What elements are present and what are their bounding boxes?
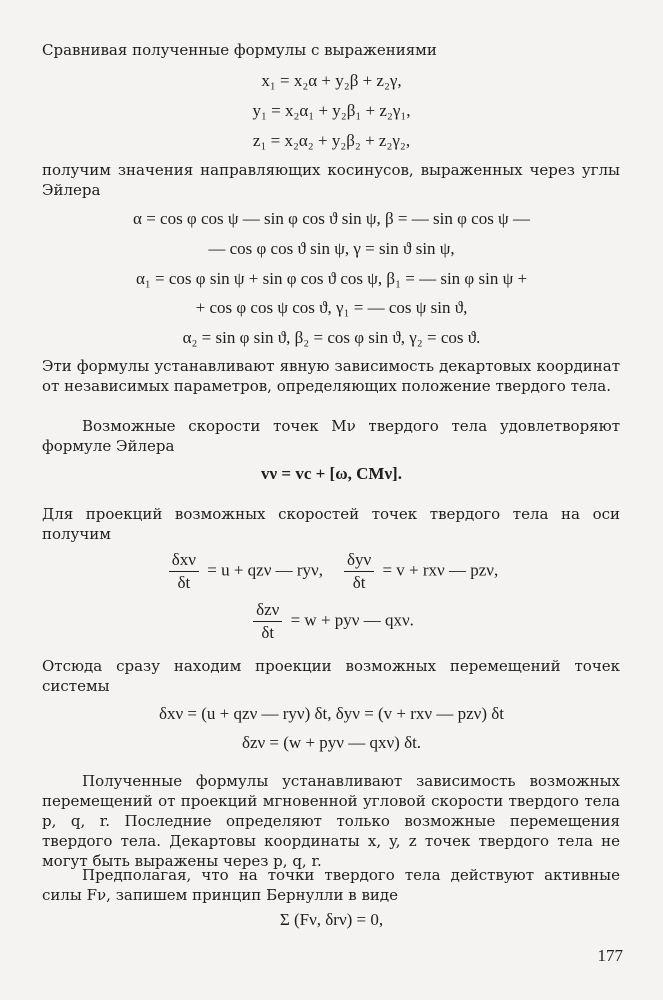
equation-alpha1-beta1: α₁ = cos φ sin ψ + sin φ cos ϑ cos ψ, β₁ = — sin φ sin ψ + — [135, 269, 528, 288]
equation-gamma: — cos φ cos ϑ sin ψ, γ = sin ϑ sin ψ, — [208, 239, 455, 258]
fraction-numerator: δyν — [344, 550, 374, 572]
equation-rhs: = w + pyν — qxν. — [290, 610, 414, 630]
equation-velocity-projections-xy — [0, 550, 663, 593]
paragraph-dependence: Эти формулы устанавливают явную зависимость декартовых координат от независимых параметров, определяющих положение твердого тела. — [42, 357, 620, 395]
fraction-dy-dt — [344, 550, 374, 593]
equation-rhs: = u + qzν — ryν, — [207, 560, 323, 580]
equation-bernoulli-principle: Σ (Fν, δrν) = 0, — [279, 910, 384, 929]
fraction-numerator: δxν — [169, 550, 199, 572]
fraction-numerator: δzν — [253, 600, 282, 622]
paragraph-intro: Сравнивая полученные формулы с выражениями — [42, 41, 437, 59]
paragraph-bernoulli: Предполагая, что на точки твердого тела действуют активные силы Fν, запишем принцип Бернулли в виде — [42, 866, 620, 904]
paragraph-displacements: Отсюда сразу находим проекции возможных перемещений точек системы — [42, 657, 620, 695]
page-number: 177 — [597, 946, 623, 965]
fraction-denominator: δt — [352, 573, 366, 592]
equation-y1: y₁ = x₂α₁ + y₂β₁ + z₂γ₁, — [252, 101, 411, 120]
equation-velocity-projection-z — [0, 600, 663, 643]
paragraph-conclusion: Полученные формулы устанавливают зависимость возможных перемещений от проекций мгновенной угловой скорости твердого тела p, q, r. Последние определяют только возможные перемещения твердого тела. Декартовы координаты x, y, z точек твердого тела не могут быть выражены через p, q, r. — [42, 772, 620, 870]
equation-rhs: = v + rxν — pzν, — [382, 560, 499, 580]
fraction-denominator: δt — [177, 573, 191, 592]
equation-z1: z₁ = x₂α₂ + y₂β₂ + z₂γ₂, — [252, 131, 411, 150]
fraction-dx-dt — [169, 550, 199, 593]
paragraph-projections: Для проекций возможных скоростей точек твердого тела на оси получим — [42, 505, 620, 543]
equation-euler-formula — [0, 463, 663, 485]
fraction-denominator: δt — [261, 623, 275, 642]
euler-formula-text: vν = vc + [ω, CMν]. — [261, 464, 402, 483]
equation-gamma1: + cos φ cos ψ cos ϑ, γ₁ = — cos ψ sin ϑ, — [195, 298, 468, 317]
paragraph-possible-velocities: Возможные скорости точек Mν твердого тела удовлетворяют формуле Эйлера — [42, 417, 620, 455]
paragraph-direction-cosines: получим значения направляющих косинусов, выраженных через углы Эйлера — [42, 161, 620, 199]
equation-alpha2-beta2-gamma2: α₂ = sin φ sin ϑ, β₂ = cos φ sin ϑ, γ₂ = cos ϑ. — [182, 328, 481, 347]
equation-displacement-z: δzν = (w + pyν — qxν) δt. — [241, 733, 422, 752]
equation-x1: x₁ = x₂α + y₂β + z₂γ, — [261, 71, 402, 90]
equation-displacements-xy: δxν = (u + qzν — ryν) δt, δyν = (v + rxν — pzν) δt — [158, 704, 504, 723]
equation-alpha-beta: α = cos φ cos ψ — sin φ cos ϑ sin ψ, β = — sin φ cos ψ — — [133, 209, 530, 228]
fraction-dz-dt — [253, 600, 282, 643]
